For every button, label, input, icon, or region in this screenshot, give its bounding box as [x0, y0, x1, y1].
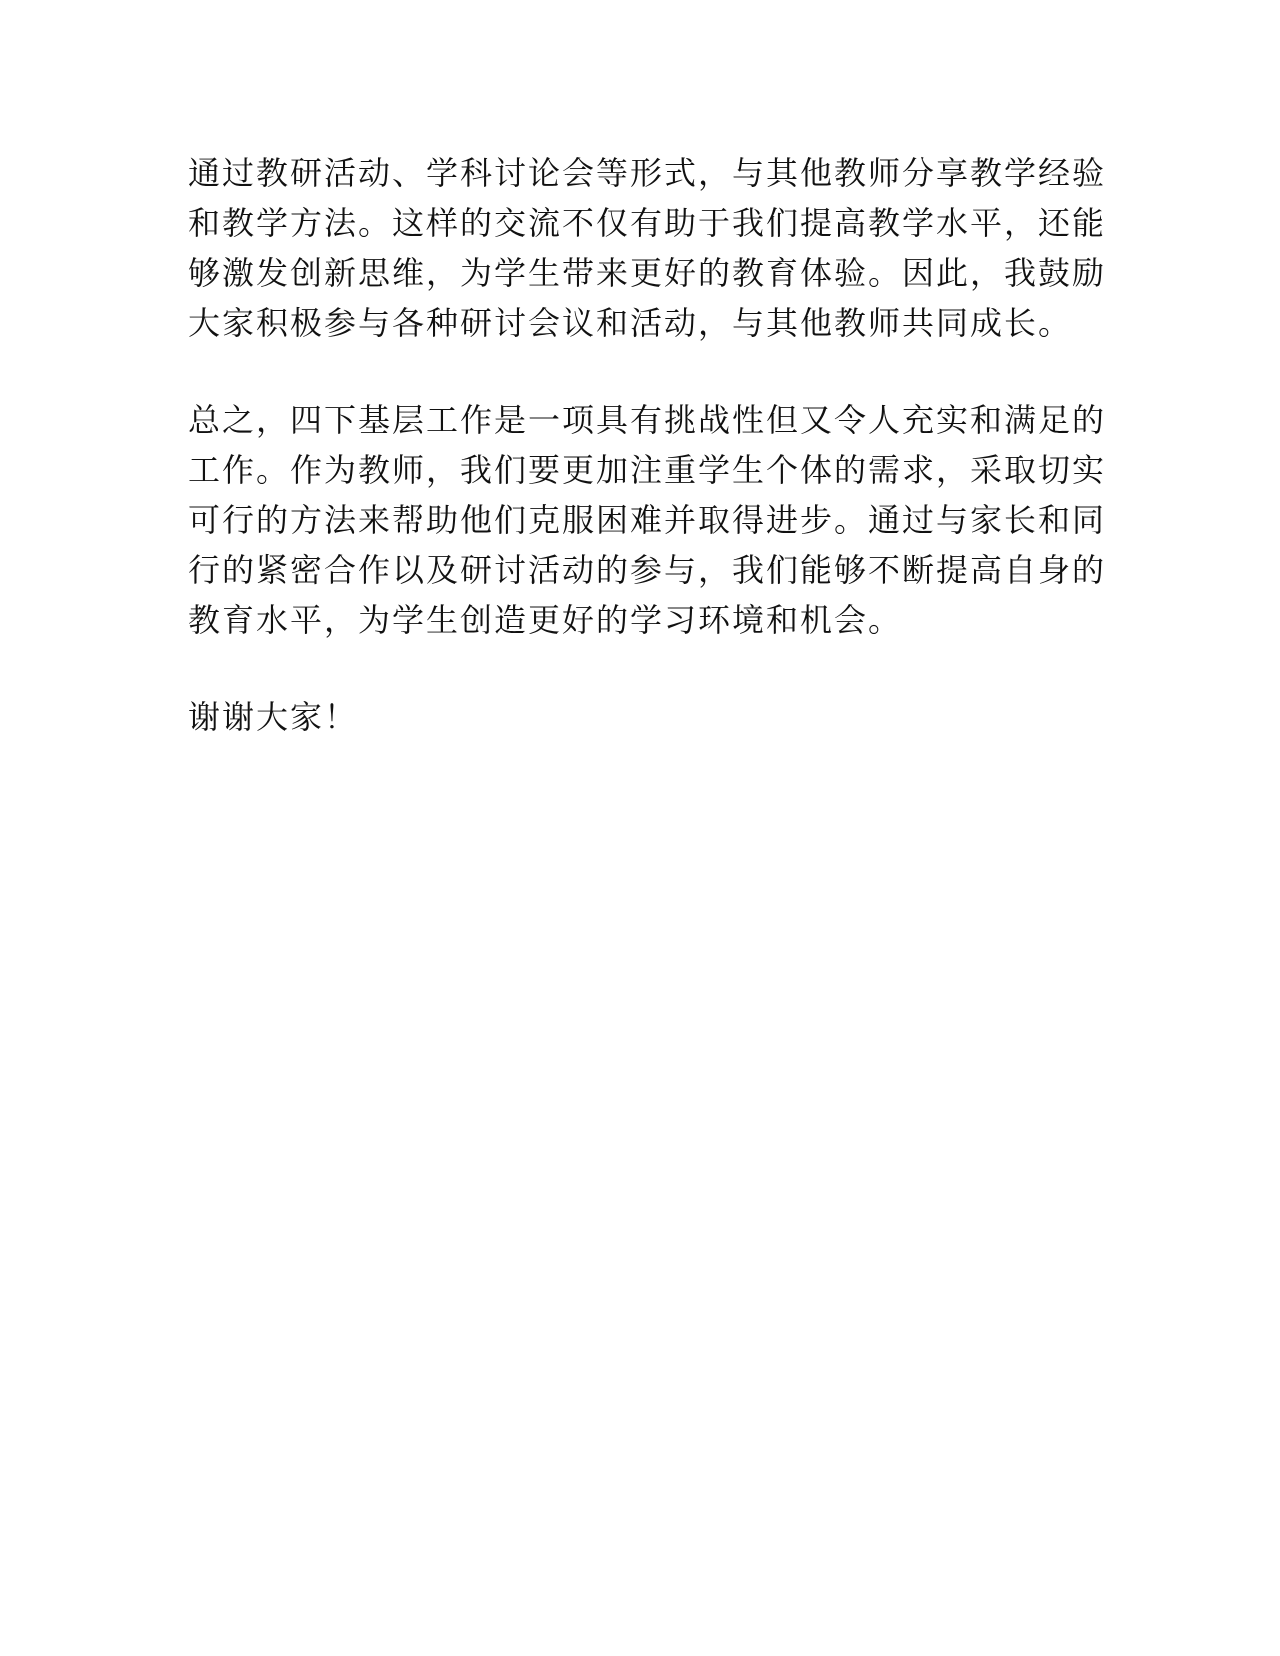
text-line: 大家积极参与各种研讨会议和活动，与其他教师共同成长。 — [188, 304, 1073, 342]
text-line: 可行的方法来帮助他们克服困难并取得进步。通过与家长和同 — [188, 501, 1107, 539]
paragraph-sharing — [188, 148, 1107, 348]
text-line: 谢谢大家！ — [188, 698, 359, 736]
text-line: 教育水平，为学生创造更好的学习环境和机会。 — [188, 601, 903, 639]
text-line: 总之，四下基层工作是一项具有挑战性但又令人充实和满足的 — [188, 401, 1107, 439]
text-line: 行的紧密合作以及研讨活动的参与，我们能够不断提高自身的 — [188, 551, 1107, 589]
paragraph-conclusion — [188, 395, 1107, 645]
text-line: 和教学方法。这样的交流不仅有助于我们提高教学水平，还能 — [188, 204, 1107, 242]
paragraph-thanks — [188, 692, 1094, 742]
text-line: 够激发创新思维，为学生带来更好的教育体验。因此，我鼓励 — [188, 254, 1107, 292]
text-line: 通过教研活动、学科讨论会等形式，与其他教师分享教学经验 — [188, 154, 1107, 192]
text-line: 工作。作为教师，我们要更加注重学生个体的需求，采取切实 — [188, 451, 1107, 489]
document-body — [188, 148, 1107, 789]
